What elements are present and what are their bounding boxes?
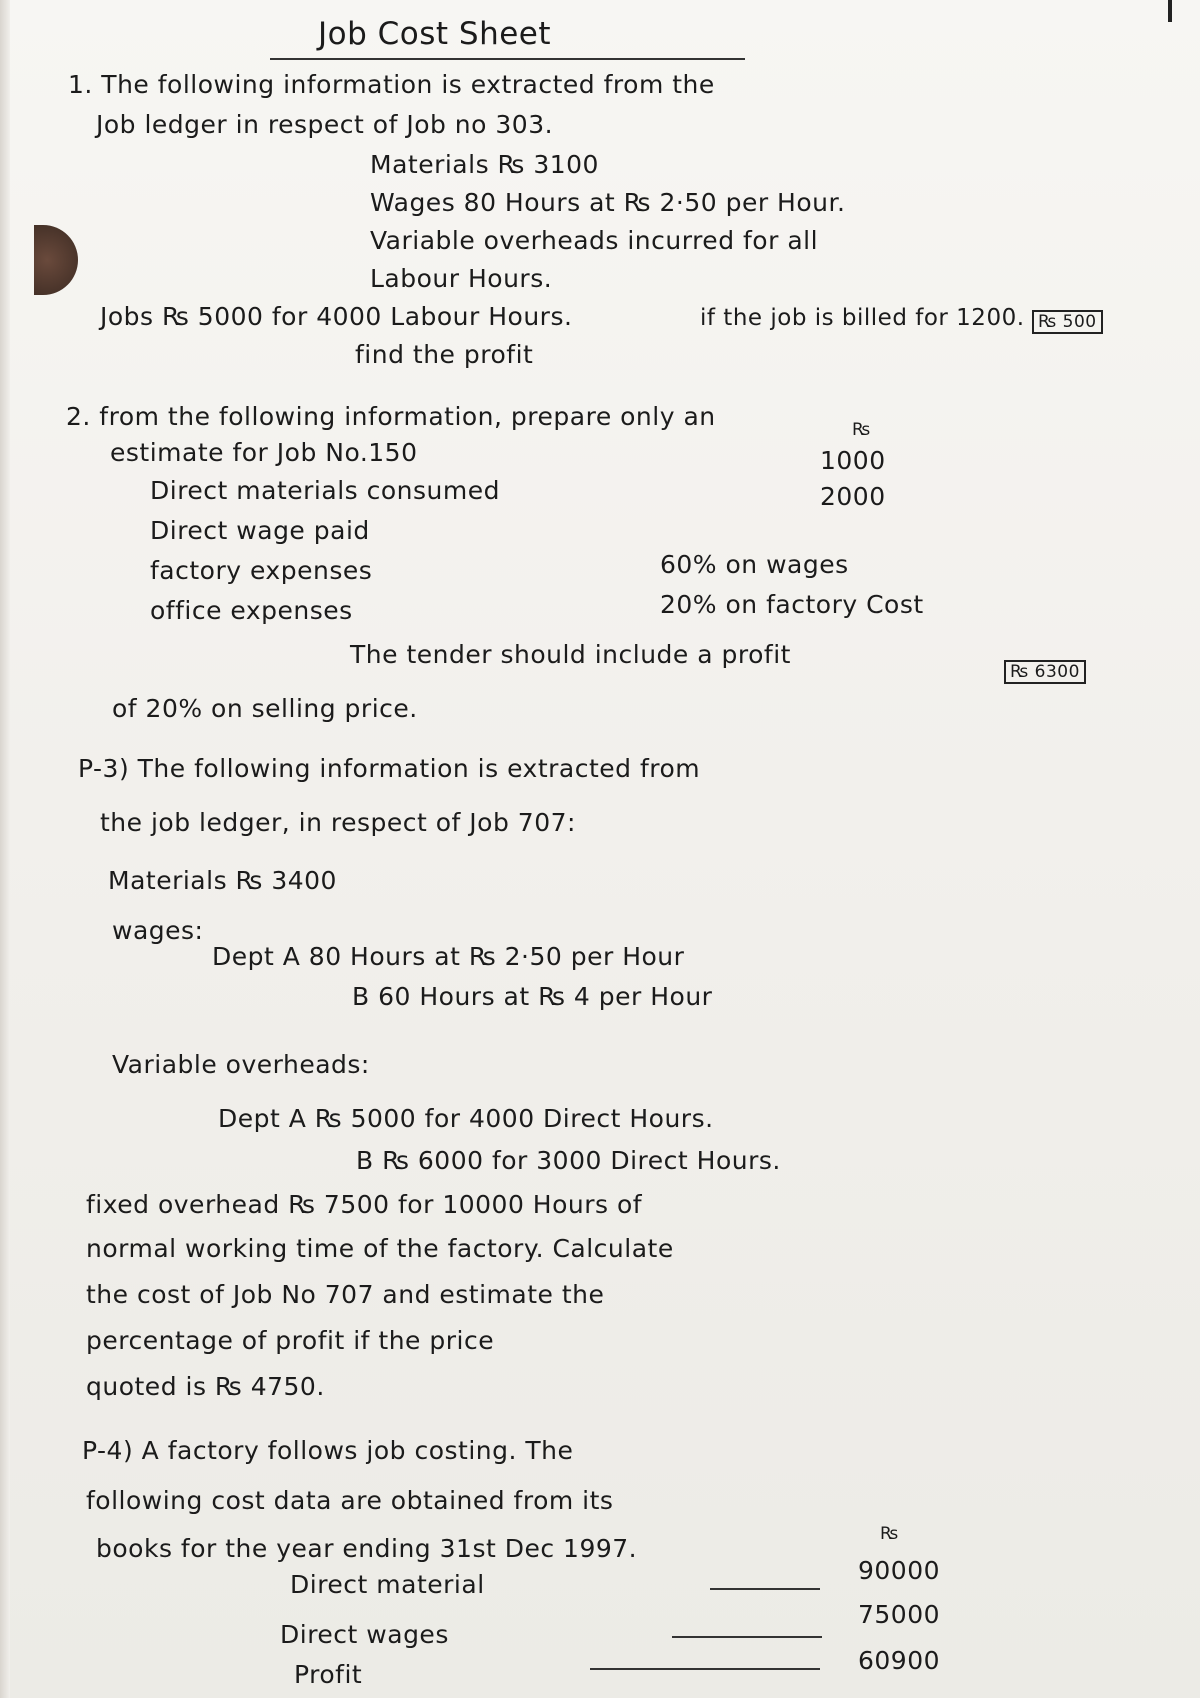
q3-variable-overheads: Variable overheads:: [112, 1050, 370, 1079]
binder-clip: [1168, 0, 1172, 22]
q3-fixed-line4: percentage of profit if the price: [86, 1326, 495, 1355]
q1-answer-box: ₨ 500: [1032, 310, 1103, 334]
q3-var-dept-b: B ₨ 6000 for 3000 Direct Hours.: [356, 1146, 781, 1175]
q4-line2: following cost data are obtained from its: [86, 1486, 614, 1515]
q4-row-label: Profit: [294, 1660, 363, 1689]
q1-overheads: Variable overheads incurred for all: [370, 226, 819, 255]
q4-currency: ₨: [880, 1524, 899, 1544]
q3-var-dept-a: Dept A ₨ 5000 for 4000 Direct Hours.: [218, 1104, 714, 1133]
q2-row-label: Direct materials consumed: [150, 476, 500, 505]
q4-row-value: 75000: [858, 1600, 941, 1629]
q4-row-label: Direct material: [290, 1570, 485, 1599]
q2-line1: 2. from the following information, prepare only an: [66, 402, 716, 431]
q2-line2: estimate for Job No.150: [110, 438, 418, 467]
q4-leader-line: [590, 1668, 820, 1670]
q2-row-label: Direct wage paid: [150, 516, 370, 545]
q3-fixed-line3: the cost of Job No 707 and estimate the: [86, 1280, 605, 1309]
q2-answer-box: ₨ 6300: [1004, 660, 1086, 684]
q2-row-value: 20% on factory Cost: [660, 590, 924, 619]
q2-row-value: 1000: [820, 446, 886, 475]
q4-row-value: 60900: [858, 1646, 941, 1675]
q2-currency: ₨: [852, 420, 871, 440]
q2-row-value: 60% on wages: [660, 550, 849, 579]
q1-line1: 1. The following information is extracted from the: [68, 70, 715, 99]
q4-leader-line: [710, 1588, 820, 1590]
q4-line1: P-4) A factory follows job costing. The: [82, 1436, 574, 1465]
q1-billed: if the job is billed for 1200.: [700, 305, 1025, 331]
q1-line2: Job ledger in respect of Job no 303.: [96, 110, 554, 139]
title-underline: [270, 58, 745, 60]
q2-tender: The tender should include a profit: [350, 640, 791, 669]
page-edge: [0, 0, 10, 1698]
q1-jobs: Jobs ₨ 5000 for 4000 Labour Hours.: [100, 302, 573, 331]
q3-wages-label: wages:: [112, 916, 204, 945]
q4-leader-line: [672, 1636, 822, 1638]
q3-line2: the job ledger, in respect of Job 707:: [100, 808, 576, 837]
q3-fixed-line1: fixed overhead ₨ 7500 for 10000 Hours of: [86, 1190, 643, 1219]
q2-row-label: office expenses: [150, 596, 353, 625]
q3-dept-a: Dept A 80 Hours at ₨ 2·50 per Hour: [212, 942, 685, 971]
q4-line3: books for the year ending 31st Dec 1997.: [96, 1534, 638, 1563]
q2-row-label: factory expenses: [150, 556, 373, 585]
q1-find-profit: find the profit: [355, 340, 534, 369]
q4-row-label: Direct wages: [280, 1620, 449, 1649]
q3-line1: P-3) The following information is extracted from: [78, 754, 701, 783]
q1-labour: Labour Hours.: [370, 264, 553, 293]
q3-dept-b: B 60 Hours at ₨ 4 per Hour: [352, 982, 713, 1011]
page-title: Job Cost Sheet: [318, 16, 552, 52]
q2-row-value: 2000: [820, 482, 886, 511]
q1-wages: Wages 80 Hours at ₨ 2·50 per Hour.: [370, 188, 846, 217]
q2-tender-line2: of 20% on selling price.: [112, 694, 418, 723]
q1-materials: Materials ₨ 3100: [370, 150, 599, 179]
q4-row-value: 90000: [858, 1556, 941, 1585]
q3-fixed-line2: normal working time of the factory. Calculate: [86, 1234, 674, 1263]
q3-materials: Materials ₨ 3400: [108, 866, 337, 895]
q3-fixed-line5: quoted is ₨ 4750.: [86, 1372, 325, 1401]
